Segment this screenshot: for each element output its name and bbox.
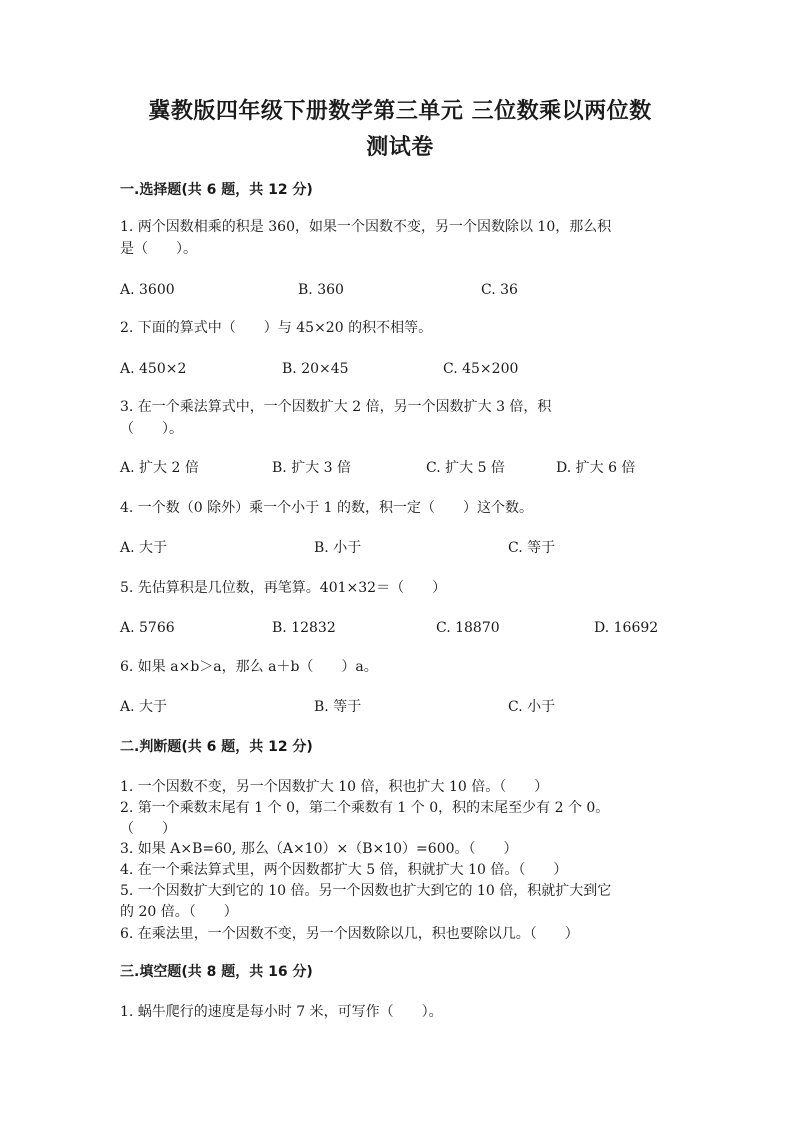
question-text-line: 2. 下面的算式中（ ）与 45×20 的积不相等。 [120,320,433,336]
choice-question-2 [120,317,680,339]
judgment-item-2: 2. 第一个乘数末尾有 1 个 0，第二个乘数有 1 个 0，积的末尾至少有 2 个 0。 [120,800,610,816]
option-d[interactable]: D. 扩大 6 倍 [556,460,636,476]
judgment-item-1: 1. 一个因数不变，另一个因数扩大 10 倍，积也扩大 10 倍。（ ） [120,779,549,795]
option-a[interactable]: A. 450×2 [120,361,187,377]
section-heading-judgment: 二.判断题(共 6 题，共 12 分) [120,739,313,755]
option-c[interactable]: C. 小于 [508,699,556,715]
option-b[interactable]: B. 360 [298,282,344,298]
judgment-item-6: 6. 在乘法里，一个因数不变，另一个因数除以几，积也要除以几。（ ） [120,926,579,942]
question-text-line: （ ）。 [120,421,183,437]
choice-question-6 [120,656,680,678]
section-heading-choice: 一.选择题(共 6 题，共 12 分) [120,182,313,198]
option-c[interactable]: C. 扩大 5 倍 [426,460,505,476]
question-text-line: 3. 在一个乘法算式中，一个因数扩大 2 倍，另一个因数扩大 3 倍，积 [120,399,552,415]
option-b[interactable]: B. 等于 [314,699,362,715]
exam-title-line-2: 测试卷 [366,135,434,160]
section-heading-fill-blank: 三.填空题(共 8 题，共 16 分) [120,964,313,980]
question-text-line: 4. 一个数（0 除外）乘一个小于 1 的数，积一定（ ）这个数。 [120,500,533,516]
option-c[interactable]: C. 等于 [508,540,556,556]
judgment-item-3: 3. 如果 A×B=60, 那么（A×10）×（B×10）=600。（ ） [120,841,518,857]
judgment-item-4: 4. 在一个乘法算式里，两个因数都扩大 5 倍，积就扩大 10 倍。（ ） [120,862,568,878]
choice-question-3 [120,396,680,440]
option-b[interactable]: B. 小于 [314,540,362,556]
option-d[interactable]: D. 16692 [594,620,659,636]
option-a[interactable]: A. 大于 [120,540,168,556]
choice-question-1 [120,216,680,260]
question-text-line: 6. 如果 a×b＞a，那么 a＋b（ ）a。 [120,659,378,675]
judgment-item-2-continued: （ ） [120,821,176,837]
choice-question-5 [120,577,680,599]
exam-title-line-1: 冀教版四年级下册数学第三单元 三位数乘以两位数 [148,99,652,124]
option-b[interactable]: B. 扩大 3 倍 [272,460,351,476]
option-b[interactable]: B. 20×45 [282,361,349,377]
judgment-item-5-continued: 的 20 倍。（ ） [120,904,238,920]
option-a[interactable]: A. 5766 [120,620,175,636]
fill-blank-item-1: 1. 蜗牛爬行的速度是每小时 7 米，可写作（ ）。 [120,1004,443,1020]
question-text-line: 是（ ）。 [120,241,197,257]
question-text-line: 5. 先估算积是几位数，再笔算。401×32＝（ ） [120,580,447,596]
option-c[interactable]: C. 18870 [436,620,500,636]
option-a[interactable]: A. 扩大 2 倍 [120,460,199,476]
option-a[interactable]: A. 3600 [120,282,175,298]
option-c[interactable]: C. 45×200 [443,361,519,377]
option-c[interactable]: C. 36 [481,282,518,298]
choice-question-4 [120,497,680,519]
option-a[interactable]: A. 大于 [120,699,168,715]
question-text-line: 1. 两个因数相乘的积是 360，如果一个因数不变，另一个因数除以 10，那么积 [120,219,612,235]
judgment-item-5: 5. 一个因数扩大到它的 10 倍。另一个因数也扩大到它的 10 倍，积就扩大到它 [120,883,612,899]
option-b[interactable]: B. 12832 [272,620,336,636]
